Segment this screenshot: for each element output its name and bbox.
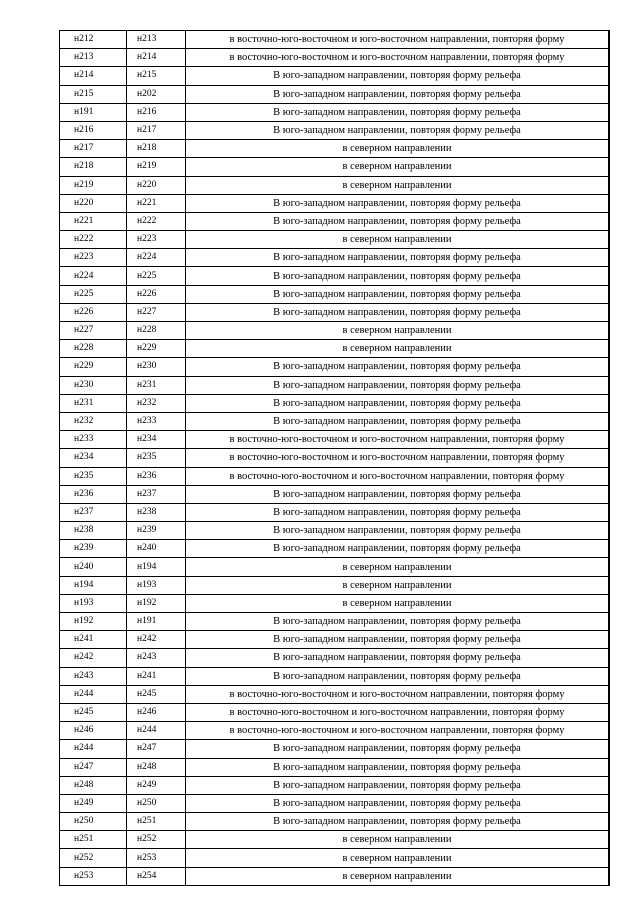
point-from-cell: н233 — [60, 431, 127, 449]
direction-description-cell: В юго-западном направлении, повторяя форму рельефа — [186, 485, 610, 503]
direction-description-cell: В юго-западном направлении, повторяя форму рельефа — [186, 394, 610, 412]
point-from-cell: н237 — [60, 503, 127, 521]
direction-description-cell: в северном направлении — [186, 849, 610, 867]
point-to-cell: н236 — [127, 467, 186, 485]
point-to-cell: н223 — [127, 231, 186, 249]
direction-description-cell: в северном направлении — [186, 231, 610, 249]
point-from-cell: н223 — [60, 249, 127, 267]
table-row — [60, 667, 610, 685]
table-row — [60, 212, 610, 230]
table-row — [60, 485, 610, 503]
point-from-cell: н235 — [60, 467, 127, 485]
table-row — [60, 613, 610, 631]
table-row — [60, 576, 610, 594]
point-from-cell: н240 — [60, 558, 127, 576]
point-from-cell: н242 — [60, 649, 127, 667]
table-row — [60, 121, 610, 139]
point-from-cell: н193 — [60, 594, 127, 612]
point-to-cell: н227 — [127, 303, 186, 321]
direction-description-cell: В юго-западном направлении, повторяя форму рельефа — [186, 121, 610, 139]
direction-description-cell: в северном направлении — [186, 867, 610, 885]
direction-description-cell: в восточно-юго-восточном и юго-восточном направлении, повторяя форму — [186, 431, 610, 449]
direction-description-cell: в восточно-юго-восточном и юго-восточном направлении, повторяя форму — [186, 31, 610, 49]
point-to-cell: н237 — [127, 485, 186, 503]
direction-description-cell: в северном направлении — [186, 340, 610, 358]
table-row — [60, 540, 610, 558]
point-to-cell: н248 — [127, 758, 186, 776]
point-to-cell: н219 — [127, 158, 186, 176]
point-from-cell: н228 — [60, 340, 127, 358]
direction-description-cell: В юго-западном направлении, повторяя форму рельефа — [186, 212, 610, 230]
point-to-cell: н194 — [127, 558, 186, 576]
direction-description-cell: В юго-западном направлении, повторяя форму рельефа — [186, 303, 610, 321]
table-row — [60, 285, 610, 303]
point-to-cell: н216 — [127, 103, 186, 121]
point-from-cell: н214 — [60, 67, 127, 85]
point-from-cell: н247 — [60, 758, 127, 776]
point-from-cell: н231 — [60, 394, 127, 412]
point-from-cell: н238 — [60, 522, 127, 540]
point-from-cell: н213 — [60, 49, 127, 67]
point-to-cell: н249 — [127, 776, 186, 794]
direction-description-cell: в восточно-юго-восточном и юго-восточном направлении, повторяя форму — [186, 467, 610, 485]
table-row — [60, 31, 610, 49]
point-to-cell: н214 — [127, 49, 186, 67]
point-from-cell: н251 — [60, 831, 127, 849]
point-to-cell: н251 — [127, 813, 186, 831]
point-to-cell: н225 — [127, 267, 186, 285]
table-row — [60, 67, 610, 85]
table-row — [60, 794, 610, 812]
point-to-cell: н254 — [127, 867, 186, 885]
point-from-cell: н192 — [60, 613, 127, 631]
point-to-cell: н232 — [127, 394, 186, 412]
point-to-cell: н228 — [127, 322, 186, 340]
point-from-cell: н215 — [60, 85, 127, 103]
point-from-cell: н232 — [60, 412, 127, 430]
table-row — [60, 194, 610, 212]
point-to-cell: н226 — [127, 285, 186, 303]
direction-description-cell: В юго-западном направлении, повторяя форму рельефа — [186, 740, 610, 758]
direction-description-cell: В юго-западном направлении, повторяя форму рельефа — [186, 631, 610, 649]
point-from-cell: н229 — [60, 358, 127, 376]
direction-description-cell: в северном направлении — [186, 176, 610, 194]
direction-description-cell: в северном направлении — [186, 594, 610, 612]
point-from-cell: н243 — [60, 667, 127, 685]
table-row — [60, 831, 610, 849]
point-to-cell: н241 — [127, 667, 186, 685]
direction-description-cell: В юго-западном направлении, повторяя форму рельефа — [186, 103, 610, 121]
point-from-cell: н216 — [60, 121, 127, 139]
table-row — [60, 776, 610, 794]
table-row — [60, 158, 610, 176]
point-to-cell: н240 — [127, 540, 186, 558]
table-row — [60, 449, 610, 467]
point-to-cell: н244 — [127, 722, 186, 740]
table-row — [60, 249, 610, 267]
point-from-cell: н236 — [60, 485, 127, 503]
direction-description-cell: В юго-западном направлении, повторяя форму рельефа — [186, 540, 610, 558]
point-from-cell: н220 — [60, 194, 127, 212]
table-row — [60, 358, 610, 376]
point-to-cell: н202 — [127, 85, 186, 103]
boundary-description-table-wrapper — [59, 30, 610, 886]
table-row — [60, 340, 610, 358]
table-row — [60, 503, 610, 521]
direction-description-cell: в северном направлении — [186, 576, 610, 594]
point-to-cell: н233 — [127, 412, 186, 430]
point-to-cell: н243 — [127, 649, 186, 667]
point-from-cell: н221 — [60, 212, 127, 230]
point-from-cell: н217 — [60, 140, 127, 158]
point-from-cell: н246 — [60, 722, 127, 740]
table-row — [60, 722, 610, 740]
point-to-cell: н191 — [127, 613, 186, 631]
point-from-cell: н212 — [60, 31, 127, 49]
table-row — [60, 467, 610, 485]
table-row — [60, 376, 610, 394]
direction-description-cell: в восточно-юго-восточном и юго-восточном направлении, повторяя форму — [186, 449, 610, 467]
direction-description-cell: В юго-западном направлении, повторяя форму рельефа — [186, 412, 610, 430]
table-row — [60, 394, 610, 412]
direction-description-cell: В юго-западном направлении, повторяя форму рельефа — [186, 67, 610, 85]
table-row — [60, 685, 610, 703]
direction-description-cell: в восточно-юго-восточном и юго-восточном направлении, повторяя форму — [186, 703, 610, 721]
table-row — [60, 303, 610, 321]
table-row — [60, 594, 610, 612]
point-from-cell: н230 — [60, 376, 127, 394]
point-from-cell: н253 — [60, 867, 127, 885]
point-to-cell: н238 — [127, 503, 186, 521]
table-row — [60, 813, 610, 831]
point-to-cell: н250 — [127, 794, 186, 812]
direction-description-cell: В юго-западном направлении, повторяя форму рельефа — [186, 649, 610, 667]
point-from-cell: н219 — [60, 176, 127, 194]
direction-description-cell: В юго-западном направлении, повторяя форму рельефа — [186, 376, 610, 394]
table-row — [60, 758, 610, 776]
direction-description-cell: В юго-западном направлении, повторяя форму рельефа — [186, 613, 610, 631]
point-to-cell: н217 — [127, 121, 186, 139]
point-to-cell: н229 — [127, 340, 186, 358]
table-row — [60, 558, 610, 576]
point-from-cell: н227 — [60, 322, 127, 340]
table-row — [60, 522, 610, 540]
boundary-description-table — [59, 30, 610, 886]
point-from-cell: н244 — [60, 685, 127, 703]
point-to-cell: н220 — [127, 176, 186, 194]
table-row — [60, 631, 610, 649]
direction-description-cell: В юго-западном направлении, повторяя форму рельефа — [186, 667, 610, 685]
direction-description-cell: В юго-западном направлении, повторяя форму рельефа — [186, 503, 610, 521]
direction-description-cell: В юго-западном направлении, повторяя форму рельефа — [186, 285, 610, 303]
point-from-cell: н244 — [60, 740, 127, 758]
point-to-cell: н192 — [127, 594, 186, 612]
point-from-cell: н194 — [60, 576, 127, 594]
direction-description-cell: В юго-западном направлении, повторяя форму рельефа — [186, 794, 610, 812]
direction-description-cell: В юго-западном направлении, повторяя форму рельефа — [186, 758, 610, 776]
point-to-cell: н221 — [127, 194, 186, 212]
table-row — [60, 140, 610, 158]
point-to-cell: н239 — [127, 522, 186, 540]
point-from-cell: н252 — [60, 849, 127, 867]
table-row — [60, 49, 610, 67]
point-to-cell: н230 — [127, 358, 186, 376]
direction-description-cell: В юго-западном направлении, повторяя форму рельефа — [186, 522, 610, 540]
point-from-cell: н224 — [60, 267, 127, 285]
point-from-cell: н225 — [60, 285, 127, 303]
point-to-cell: н231 — [127, 376, 186, 394]
point-to-cell: н234 — [127, 431, 186, 449]
point-to-cell: н224 — [127, 249, 186, 267]
point-to-cell: н242 — [127, 631, 186, 649]
table-row — [60, 322, 610, 340]
point-from-cell: н226 — [60, 303, 127, 321]
point-from-cell: н239 — [60, 540, 127, 558]
direction-description-cell: в северном направлении — [186, 322, 610, 340]
table-row — [60, 740, 610, 758]
direction-description-cell: в восточно-юго-восточном и юго-восточном направлении, повторяя форму — [186, 49, 610, 67]
point-to-cell: н253 — [127, 849, 186, 867]
point-from-cell: н249 — [60, 794, 127, 812]
direction-description-cell: в северном направлении — [186, 158, 610, 176]
direction-description-cell: В юго-западном направлении, повторяя форму рельефа — [186, 813, 610, 831]
point-from-cell: н250 — [60, 813, 127, 831]
point-to-cell: н213 — [127, 31, 186, 49]
point-from-cell: н248 — [60, 776, 127, 794]
direction-description-cell: В юго-западном направлении, повторяя форму рельефа — [186, 85, 610, 103]
point-to-cell: н193 — [127, 576, 186, 594]
direction-description-cell: в восточно-юго-восточном и юго-восточном направлении, повторяя форму — [186, 685, 610, 703]
direction-description-cell: в северном направлении — [186, 140, 610, 158]
table-row — [60, 412, 610, 430]
point-to-cell: н215 — [127, 67, 186, 85]
table-row — [60, 231, 610, 249]
direction-description-cell: В юго-западном направлении, повторяя форму рельефа — [186, 267, 610, 285]
table-row — [60, 267, 610, 285]
point-from-cell: н234 — [60, 449, 127, 467]
direction-description-cell: в восточно-юго-восточном и юго-восточном направлении, повторяя форму — [186, 722, 610, 740]
table-row — [60, 176, 610, 194]
point-from-cell: н222 — [60, 231, 127, 249]
table-row — [60, 431, 610, 449]
direction-description-cell: В юго-западном направлении, повторяя форму рельефа — [186, 249, 610, 267]
point-from-cell: н241 — [60, 631, 127, 649]
direction-description-cell: в северном направлении — [186, 558, 610, 576]
point-to-cell: н222 — [127, 212, 186, 230]
table-row — [60, 103, 610, 121]
point-to-cell: н218 — [127, 140, 186, 158]
table-row — [60, 649, 610, 667]
direction-description-cell: В юго-западном направлении, повторяя форму рельефа — [186, 194, 610, 212]
table-row — [60, 849, 610, 867]
table-row — [60, 85, 610, 103]
table-row — [60, 703, 610, 721]
point-to-cell: н252 — [127, 831, 186, 849]
direction-description-cell: В юго-западном направлении, повторяя форму рельефа — [186, 776, 610, 794]
point-to-cell: н235 — [127, 449, 186, 467]
table-row — [60, 867, 610, 885]
point-from-cell: н218 — [60, 158, 127, 176]
direction-description-cell: В юго-западном направлении, повторяя форму рельефа — [186, 358, 610, 376]
table-body — [60, 31, 610, 886]
point-from-cell: н245 — [60, 703, 127, 721]
point-to-cell: н246 — [127, 703, 186, 721]
point-to-cell: н247 — [127, 740, 186, 758]
point-to-cell: н245 — [127, 685, 186, 703]
direction-description-cell: в северном направлении — [186, 831, 610, 849]
point-from-cell: н191 — [60, 103, 127, 121]
